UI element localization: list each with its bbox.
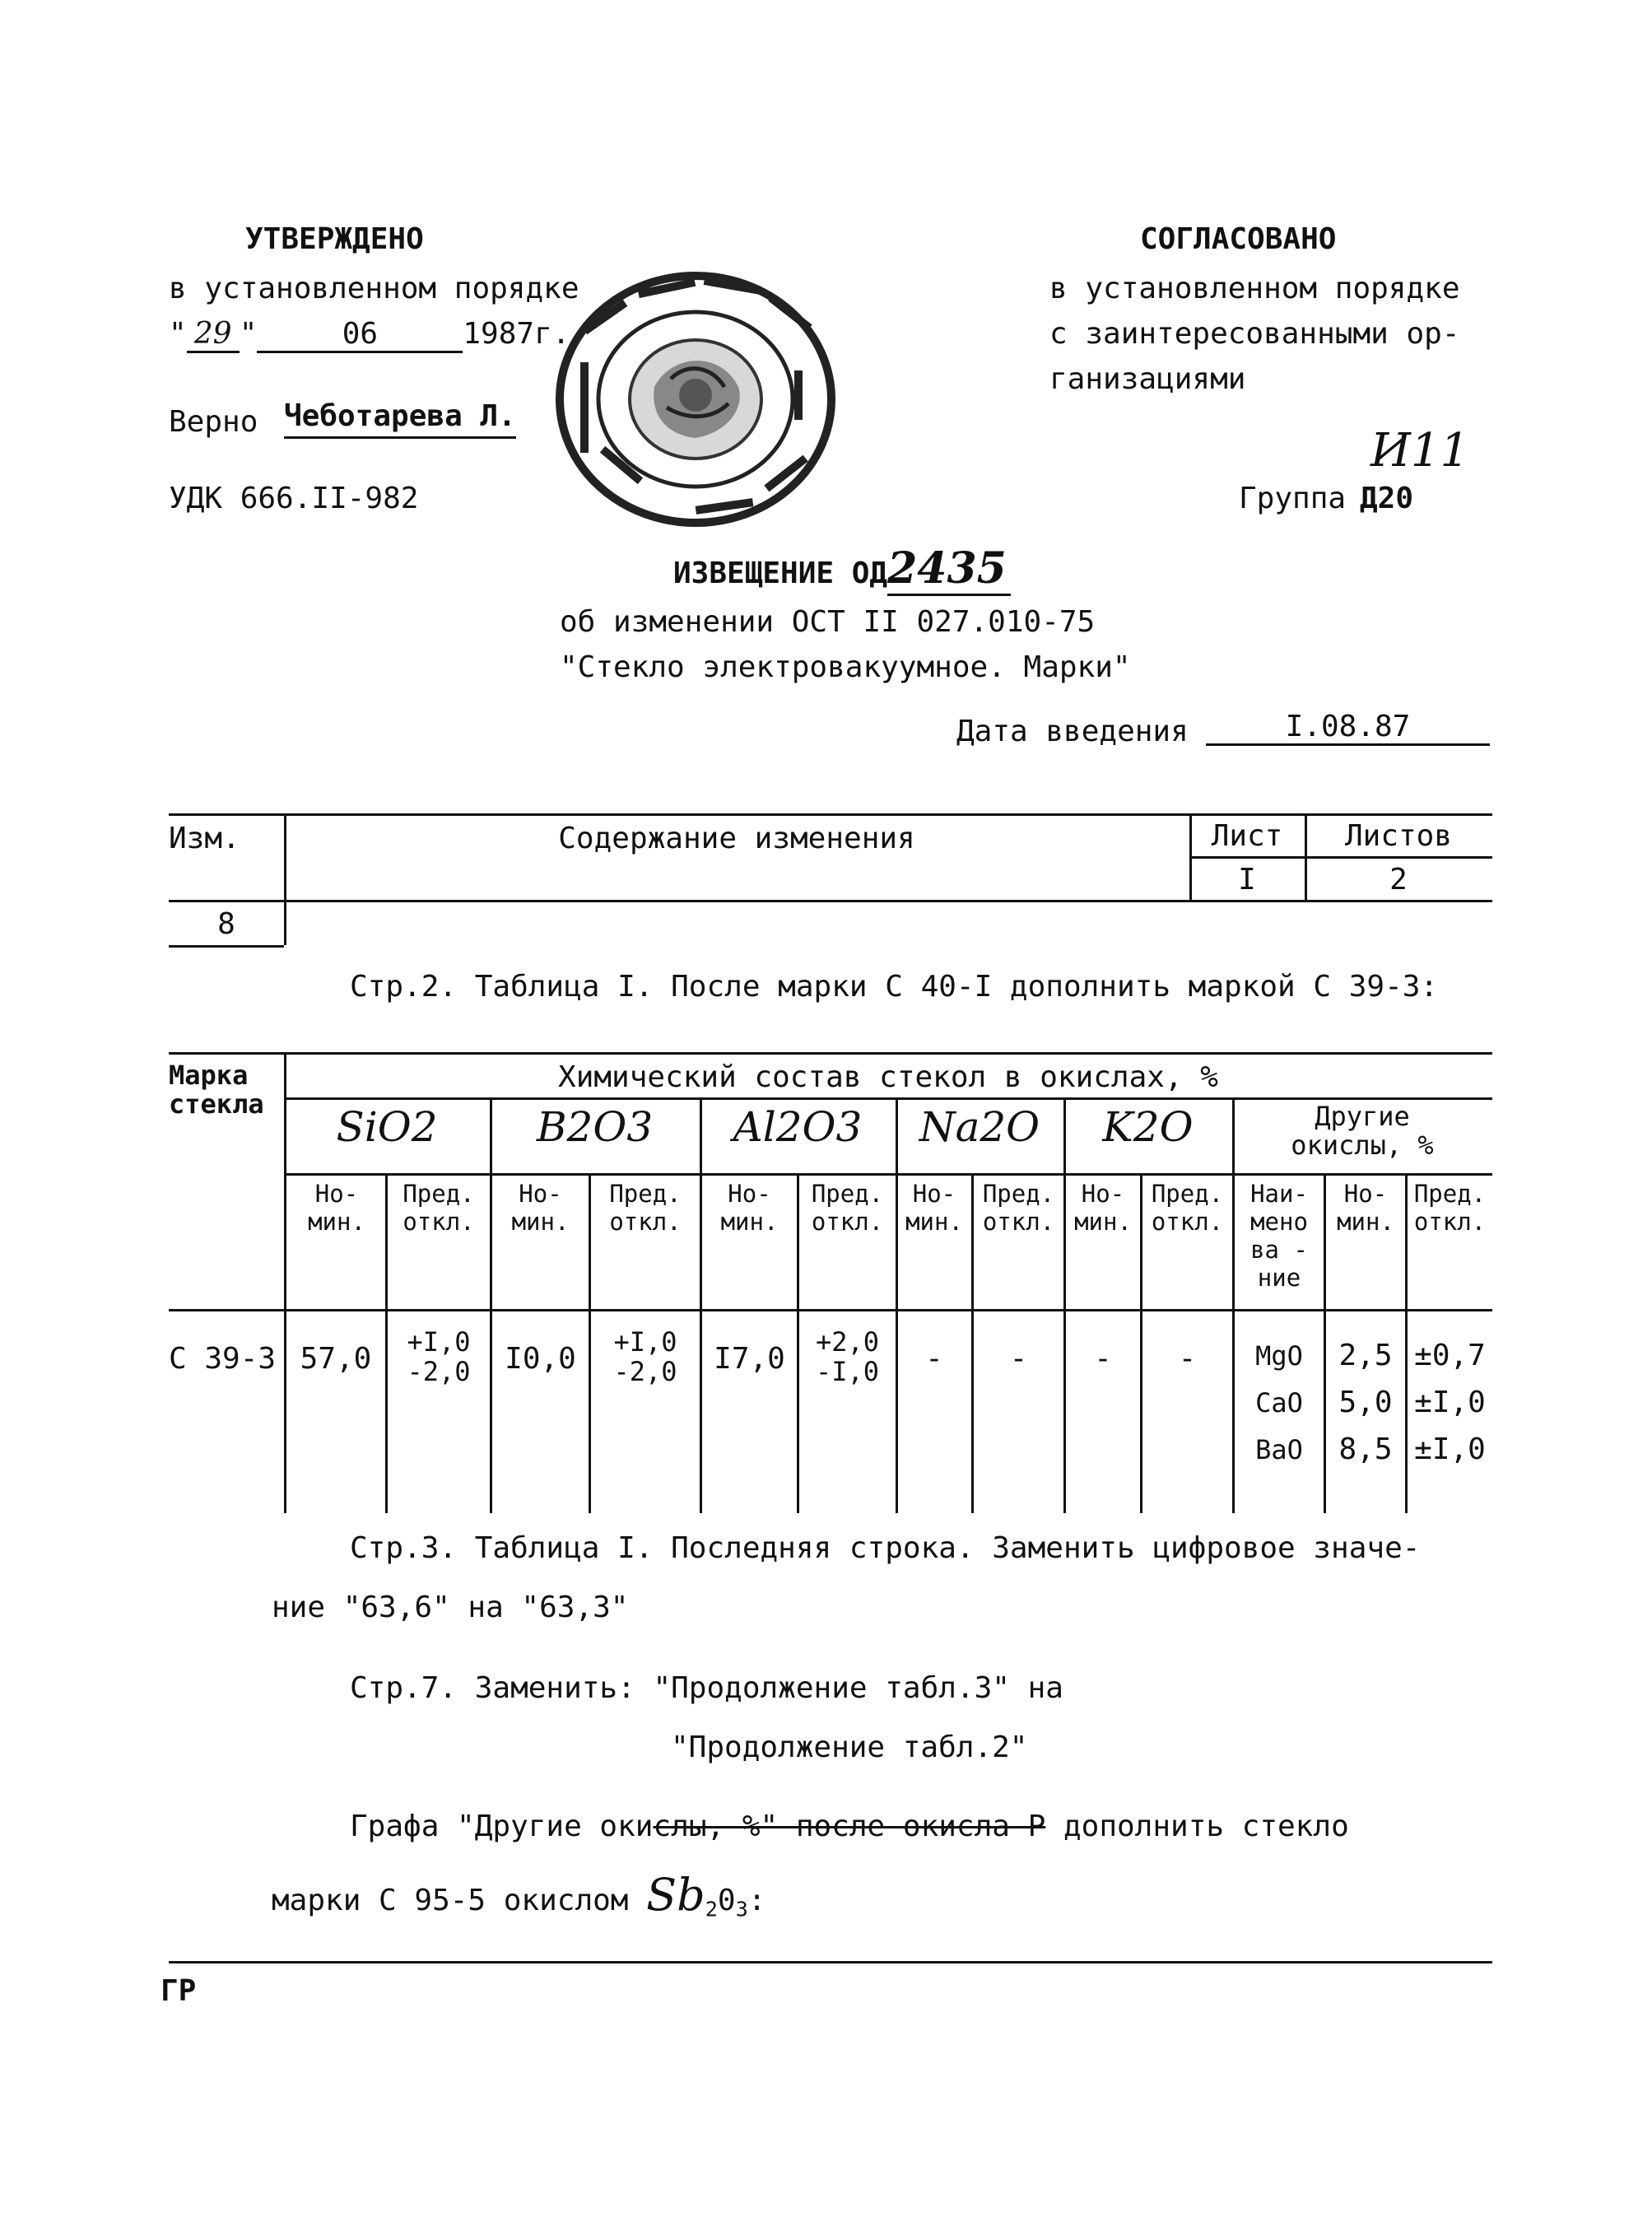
comp-sub-name-3: ва - — [1250, 1236, 1308, 1264]
comp-sub-nom-6: Но- — [1343, 1180, 1388, 1208]
comp-sub-dev-5: Пред. — [1151, 1180, 1224, 1208]
approved-date-month: 06 — [257, 317, 463, 353]
footer-rule — [169, 1961, 1492, 1963]
comp-other-nom-2: 5,0 — [1338, 1386, 1393, 1419]
comp-v-al2o3 — [896, 1097, 898, 1513]
meta-izm-value: 8 — [217, 907, 235, 941]
meta-col-izm: Изм. — [169, 822, 240, 855]
comp-row-al2o3-dev-plus: +2,0 — [815, 1326, 880, 1358]
comp-top-rule — [169, 1052, 1492, 1055]
para-page3-line2: ние "63,6" на "63,3" — [272, 1591, 629, 1624]
comp-other-nom-3: 8,5 — [1338, 1432, 1393, 1466]
meta-col-list: Лист — [1211, 819, 1283, 853]
comp-other-dev-2: ±I,0 — [1414, 1386, 1486, 1419]
notice-line1: об изменении ОСТ II 027.010-75 — [560, 605, 1096, 639]
udk-code: УДК 666.II-982 — [169, 482, 419, 515]
approved-line1: в установленном порядке — [169, 272, 579, 305]
comp-header-rule — [284, 1097, 1492, 1100]
agreed-line3: ганизациями — [1049, 362, 1246, 396]
meta-listov-value: 2 — [1389, 863, 1408, 897]
meta-col-content: Содержание изменения — [558, 822, 915, 855]
struck-text: слы, %" после окисла Р — [653, 1810, 1046, 1843]
comp-sub-nom-4b: мин. — [905, 1208, 963, 1236]
meta-row-rule — [169, 900, 1492, 902]
round-stamp — [547, 263, 844, 535]
comp-sub-nom-1: Но- — [314, 1180, 359, 1208]
comp-sub-nom-3b: мин. — [720, 1208, 779, 1236]
meta-col-listov: Листов — [1344, 819, 1453, 853]
footer-code: ГР — [161, 1974, 197, 2008]
comp-oxide-k2o: K2O — [1102, 1103, 1194, 1151]
comp-subheader-rule — [169, 1309, 1492, 1311]
comp-row-b2o3-nom: I0,0 — [505, 1342, 576, 1376]
comp-sub-nom-3: Но- — [728, 1180, 771, 1208]
approved-date: " 29 " 06 1987г. — [169, 317, 570, 353]
comp-sub-name-1: Наи- — [1250, 1180, 1308, 1208]
notice-title: ИЗВЕЩЕНИЕ ОД2435 — [673, 543, 1011, 596]
notice-date-value: I.08.87 — [1206, 710, 1490, 746]
comp-oxide-b2o3: B2O3 — [536, 1103, 654, 1151]
handwritten-index: И11 — [1370, 424, 1470, 477]
comp-row-na2o-dev: - — [1009, 1342, 1028, 1376]
para-page3-line1: Стр.3. Таблица I. Последняя строка. Заменить цифровое значе- — [350, 1531, 1421, 1565]
para-page2: Стр.2. Таблица I. После марки С 40-I дополнить маркой С 39-3: — [350, 970, 1439, 1004]
para-page7-line2: "Продолжение табл.2" — [671, 1731, 1028, 1764]
comp-sub-dev-5b: откл. — [1151, 1208, 1224, 1236]
meta-top-rule — [169, 813, 1492, 816]
comp-sub-dev-2: Пред. — [609, 1180, 682, 1208]
agreed-title: СОГЛАСОВАНО — [1140, 222, 1337, 256]
notice-date-label: Дата введения — [956, 715, 1189, 748]
comp-other-dev-1: ±0,7 — [1414, 1339, 1486, 1372]
comp-sub-dev-3: Пред. — [811, 1180, 884, 1208]
comp-sub-dev-4: Пред. — [982, 1180, 1055, 1208]
comp-oxide-rule — [284, 1173, 1492, 1176]
agreed-line1: в установленном порядке — [1049, 272, 1460, 305]
approved-date-year: 1987г. — [463, 317, 570, 351]
comp-row-al2o3-dev-minus: -I,0 — [815, 1356, 880, 1387]
comp-sub-name-4: ние — [1257, 1264, 1301, 1292]
comp-sub-dev-1b: откл. — [403, 1208, 475, 1236]
comp-sub-nom-2b: мин. — [511, 1208, 570, 1236]
meta-mid-rule — [1189, 856, 1492, 859]
comp-v-sio2 — [490, 1097, 492, 1513]
comp-v-b2o3 — [700, 1097, 702, 1513]
meta-list-value: I — [1238, 863, 1256, 897]
verified-label: Верно — [169, 405, 258, 439]
agreed-line2: с заинтересованными ор- — [1049, 317, 1460, 351]
comp-sub-nom-1b: мин. — [308, 1208, 365, 1236]
comp-sub-dev-3b: откл. — [811, 1208, 884, 1236]
comp-oxide-al2o3: Al2O3 — [733, 1103, 863, 1151]
comp-other-name-1: MgO — [1255, 1340, 1303, 1372]
comp-sub-nom-5: Но- — [1081, 1180, 1125, 1208]
comp-row-k2o-dev: - — [1178, 1342, 1197, 1376]
para-page7-line1: Стр.7. Заменить: "Продолжение табл.3" на — [350, 1671, 1063, 1705]
comp-sub-dev-6b: откл. — [1413, 1208, 1487, 1236]
para-graph-line2: марки С 95-5 окислом $Sb_20_3$: — [272, 1869, 766, 1922]
comp-sub-dev-2b: откл. — [609, 1208, 682, 1236]
para-graph-line1: Графа "Другие окислы, %" после окисла Р дополнить стекло — [350, 1810, 1349, 1843]
comp-row-sio2-dev-minus: -2,0 — [407, 1356, 471, 1387]
comp-sub-nom-6b: мин. — [1337, 1208, 1394, 1236]
comp-grade-header-2: стекла — [169, 1088, 264, 1120]
approved-title: УТВЕРЖДЕНО — [245, 222, 424, 256]
comp-row-b2o3-dev-plus: +I,0 — [613, 1326, 677, 1358]
comp-sub-dev-1: Пред. — [403, 1180, 475, 1208]
meta-bottom-rule — [169, 945, 284, 948]
approved-date-day: 29 — [187, 317, 240, 353]
comp-other-dev-3: ±I,0 — [1414, 1432, 1486, 1466]
notice-number: 2435 — [887, 543, 1011, 596]
comp-other-header-2: окислы, % — [1291, 1130, 1434, 1161]
group-label: Группа — [1239, 482, 1347, 515]
comp-row-sio2-nom: 57,0 — [300, 1342, 372, 1376]
comp-sub-nom-4: Но- — [912, 1180, 956, 1208]
comp-main-header: Химический состав стекол в окислах, % — [558, 1060, 1218, 1094]
group-value: Д20 — [1360, 482, 1414, 515]
comp-other-name-2: CaO — [1255, 1387, 1303, 1418]
comp-row-al2o3-nom: I7,0 — [714, 1342, 785, 1376]
comp-row-k2o-nom: - — [1094, 1342, 1112, 1376]
comp-other-nom-1: 2,5 — [1338, 1339, 1393, 1372]
comp-grade-header-1: Марка — [169, 1060, 249, 1091]
comp-v-na2o — [1063, 1097, 1066, 1513]
comp-row-grade: С 39-3 — [169, 1342, 277, 1376]
comp-row-sio2-dev-plus: +I,0 — [407, 1326, 471, 1358]
notice-line2: "Стекло электровакуумное. Марки" — [560, 650, 1131, 684]
comp-other-name-3: BaO — [1255, 1434, 1303, 1465]
comp-sub-dev-4b: откл. — [982, 1208, 1055, 1236]
comp-sub-nom-5b: мин. — [1074, 1208, 1132, 1236]
comp-other-header-1: Другие — [1315, 1101, 1410, 1132]
handwritten-oxide: Sb — [646, 1869, 705, 1921]
comp-sub-nom-2: Но- — [519, 1180, 562, 1208]
comp-row-na2o-nom: - — [925, 1342, 943, 1376]
comp-sub-name-2: мено — [1250, 1208, 1308, 1236]
comp-sub-dev-6: Пред. — [1413, 1180, 1487, 1208]
comp-oxide-sio2: SiO2 — [336, 1103, 438, 1151]
verified-name: Чеботарева Л. — [284, 399, 516, 439]
comp-oxide-na2o: Na2O — [919, 1103, 1040, 1151]
comp-row-b2o3-dev-minus: -2,0 — [613, 1356, 677, 1387]
